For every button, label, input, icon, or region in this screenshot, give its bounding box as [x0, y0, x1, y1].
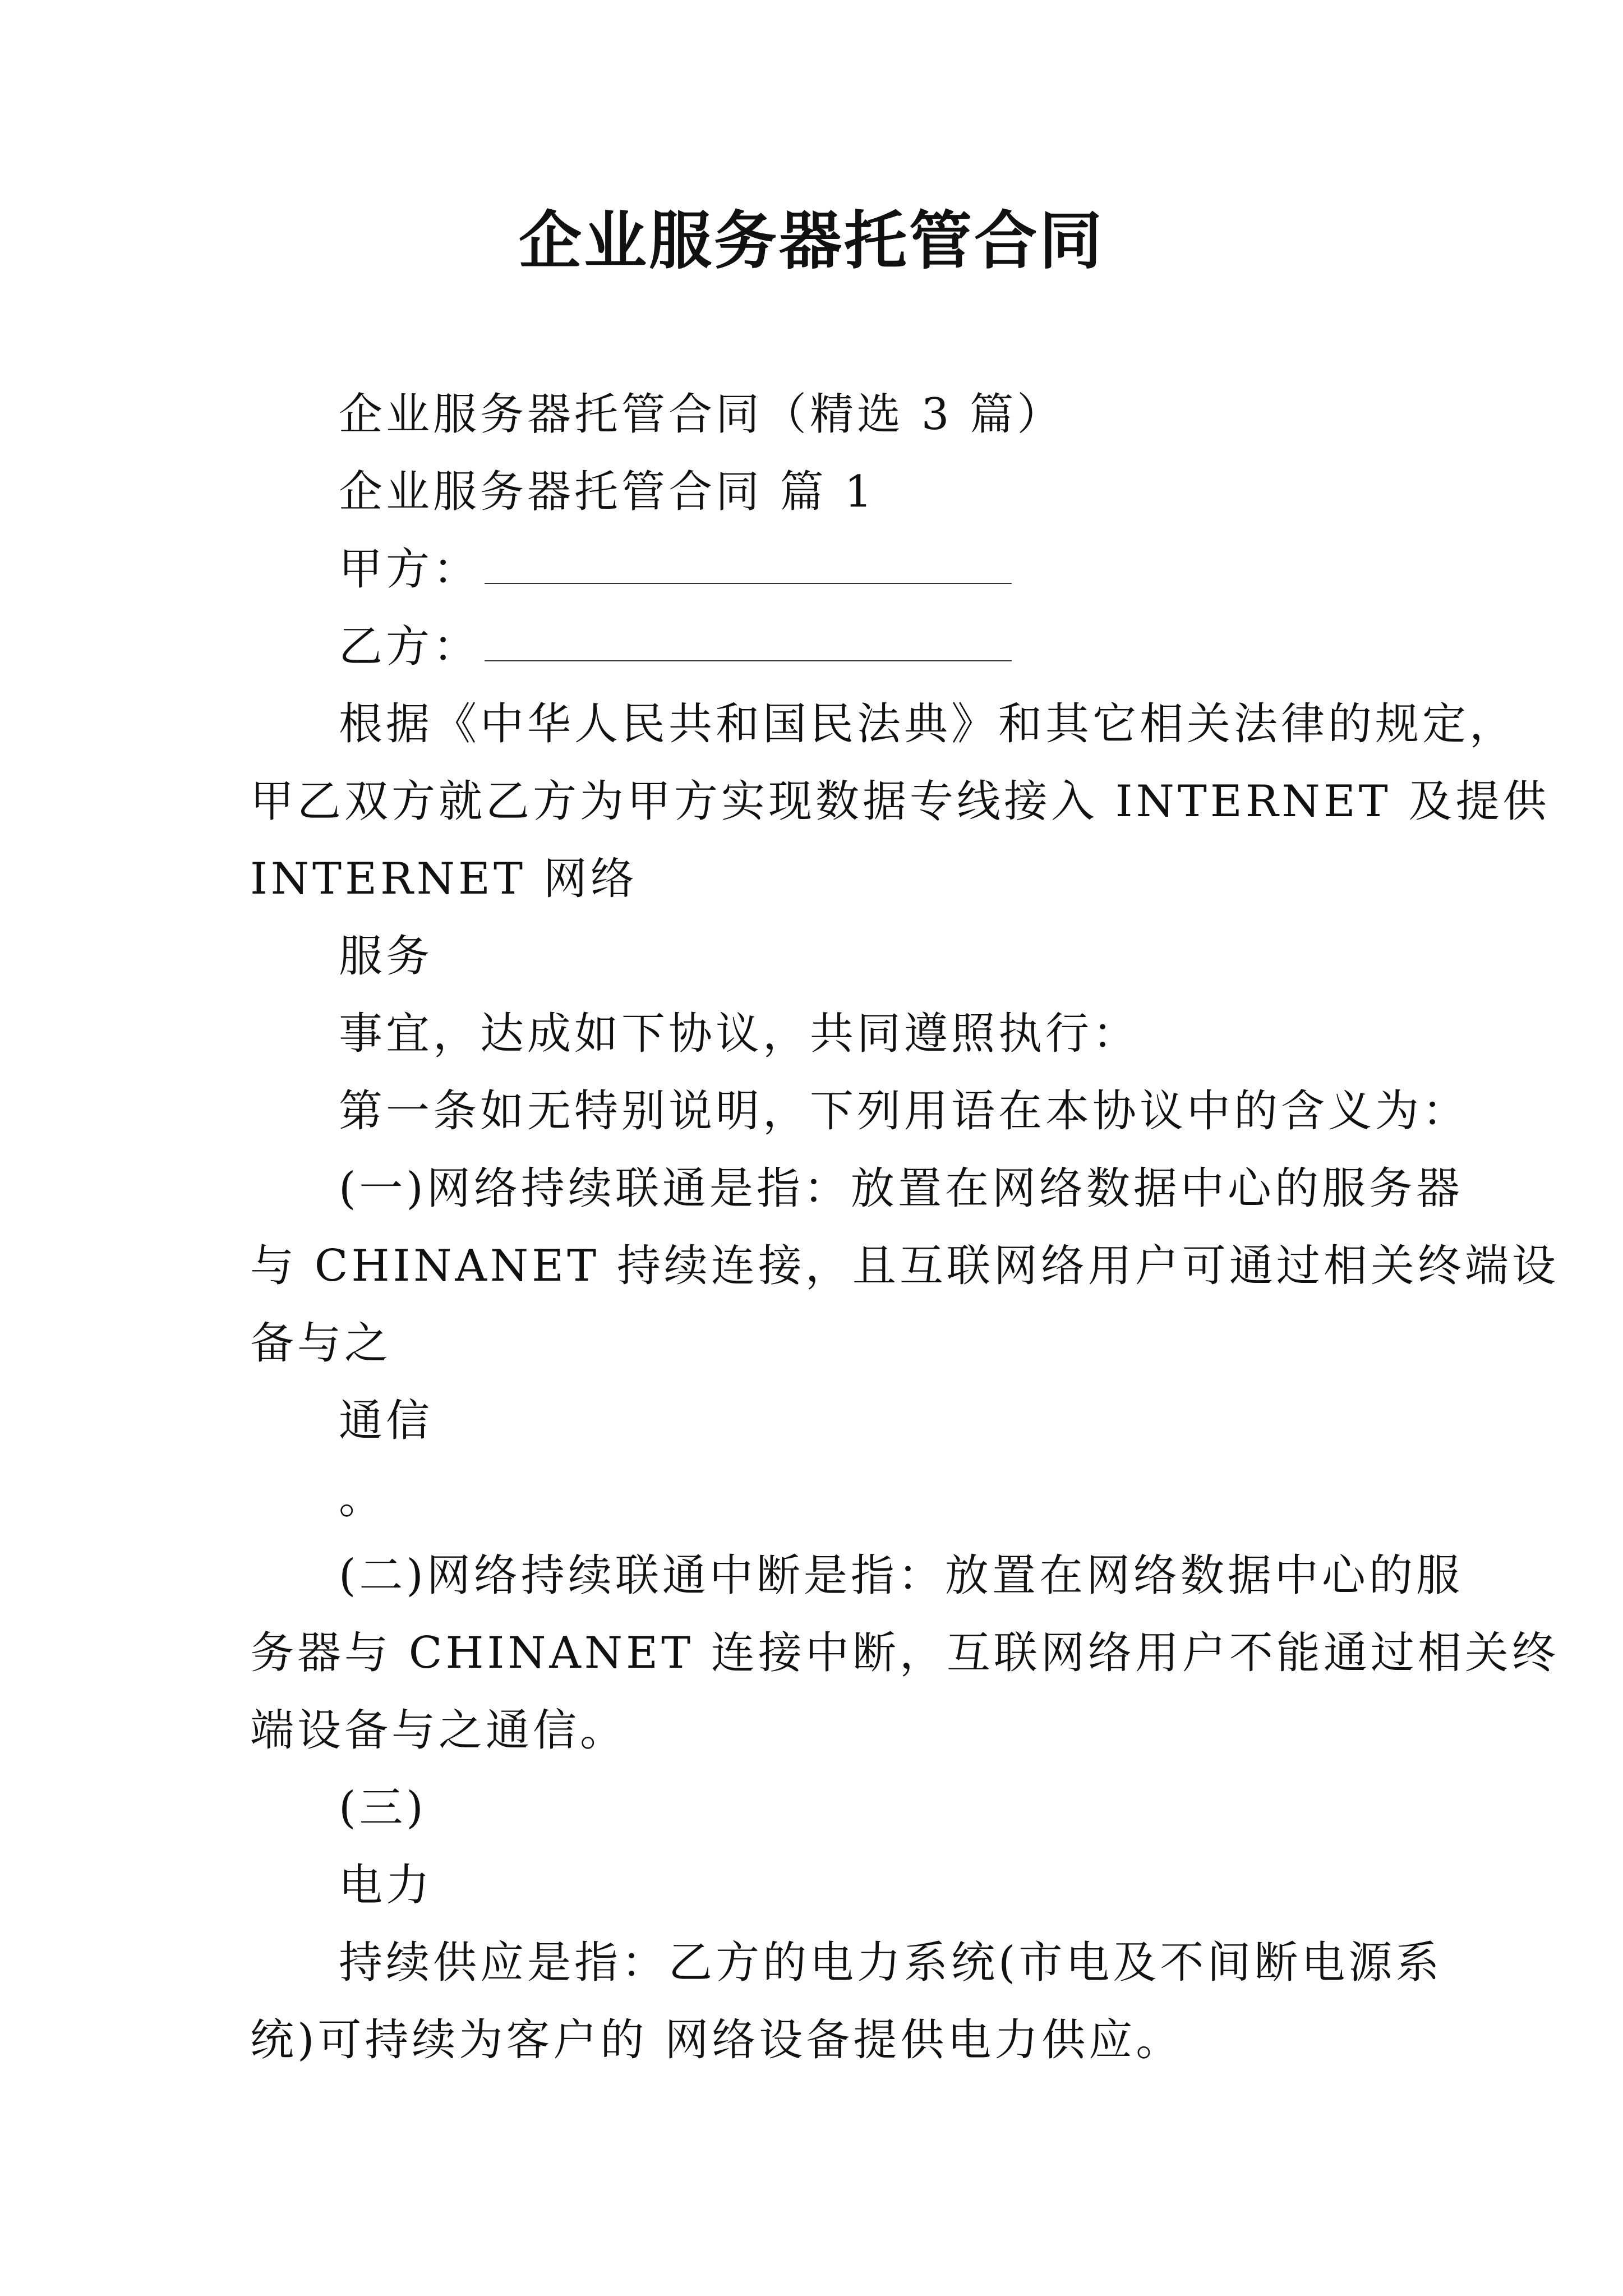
article-1-heading: 第一条如无特别说明，下列用语在本协议中的含义为：	[339, 1086, 1470, 1137]
clause-1-line: 。	[339, 1473, 386, 1524]
party-b-blank	[485, 616, 1012, 661]
clause-1-line: (一)网络持续联通是指：放置在网络数据中心的服务器	[339, 1163, 1463, 1214]
document-body	[250, 376, 1559, 2079]
party-a-blank	[485, 539, 1012, 584]
document-subtitle: 企业服务器托管合同（精选 3 篇）	[339, 389, 1064, 440]
clause-2-line: 端设备与之通信。	[250, 1705, 628, 1756]
intro-line: 甲乙双方就乙方为甲方实现数据专线接入 INTERNET 及提供	[250, 776, 1550, 827]
clause-3-line: (三)	[339, 1783, 427, 1833]
section-heading: 企业服务器托管合同 篇 1	[339, 467, 876, 517]
clause-3-line: 统)可持续为客户的 网络设备提供电力供应。	[250, 2015, 1183, 2065]
clause-3-line: 电力	[339, 1860, 434, 1911]
clause-3-line: 持续供应是指：乙方的电力系统(市电及不间断电源系	[339, 1938, 1443, 1988]
clause-1-line: 通信	[339, 1396, 434, 1446]
intro-line: INTERNET 网络	[250, 854, 638, 904]
document-title: 企业服务器托管合同	[519, 204, 1104, 278]
party-b-row	[250, 608, 1389, 685]
clause-2-line: 务器与 CHINANET 连接中断，互联网络用户不能通过相关终	[250, 1628, 1559, 1678]
service-fragment: 服务	[339, 931, 434, 982]
clause-1-line: 备与之	[250, 1318, 392, 1369]
party-b-label: 乙方：	[339, 622, 481, 672]
clause-1-line: 与 CHINANET 持续连接，且互联网络用户可通过相关终端设	[250, 1241, 1559, 1291]
party-a-row	[250, 531, 1389, 608]
intro-line: 根据《中华人民共和国民法典》和其它相关法律的规定，	[339, 699, 1517, 749]
party-a-label: 甲方：	[339, 544, 481, 595]
agreement-line: 事宜，达成如下协议，共同遵照执行：	[339, 1009, 1140, 1059]
clause-2-line: (二)网络持续联通中断是指：放置在网络数据中心的服	[339, 1550, 1463, 1601]
